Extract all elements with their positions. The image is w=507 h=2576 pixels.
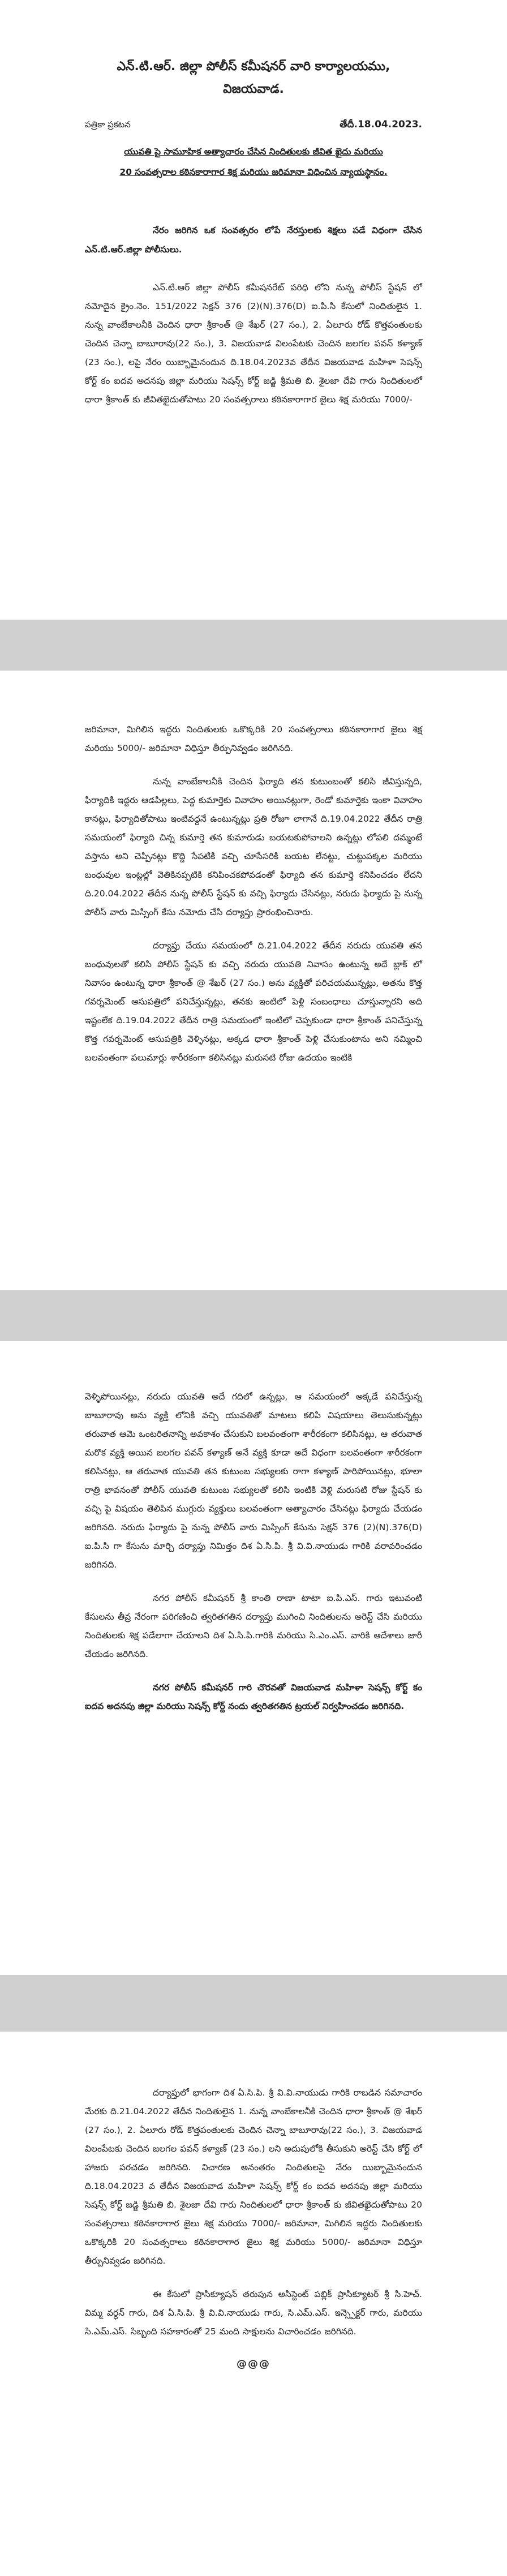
- headline-line-1: యువతి పై సామూహిక అత్యాచారం చేసిన నిందితులకు జీవిత ఖైదు మరియు: [124, 147, 383, 157]
- page-divider: [0, 620, 507, 671]
- document-page-2: [0, 671, 507, 1290]
- paragraph-commissioner-order: నగర పోలీస్ కమీషనర్ శ్రీ కాంతి రాణా టాటా ఐ.పి.ఎస్. గారు ఇటువంటి కేసులను తీవ్ర నేరంగా పరిగణించి త్వరితగతిన దర్యాప్తు ముగించి నిందితులను అరెస్ట్ చేసి మరియు నిందితులకు శిక్ష పడేలాగా చేయాలని దిశ ఏ.సి.పి.గారికి మరియు సి.ఎం.ఎస్. వారికి ఆదేశాలు జారీ చేయడం జరిగినది.: [85, 1593, 422, 1659]
- paragraph-fast-trial: నగర పోలీస్ కమీషనర్ గారి చొరవతో విజయవాడ మహిళా సెషన్స్ కోర్ట్ కం ఐదవ అదనపు జిల్లా మరియు సెషన్స్ కోర్ట్ నందు త్వరితగతిన ట్రయల్ నిర్వహించడం జరిగినది.: [85, 1682, 422, 1711]
- office-city: విజయవాడ.: [223, 82, 284, 96]
- paragraph-case-summary: ఎన్.టి.ఆర్ జిల్లా పోలీస్ కమీషనరేట్ పరిధి లోని నున్న పోలీస్ స్టేషన్ లో నమోదైన క్రైం.నెం. 151/2022 సెక్షన్ 376 (2)(N).376(D) ఐ.పి.సి కేసులో నిందితులైన 1. నున్న వాంబేకాలనీకి చెందిన ధారా శ్రీకాంత్ @ శేఖర్ (27 సం.), 2. ఏలూరు రోడ్ కొత్తపంతులకు చెందిన చెన్నా బాబూరావు(22 సం.), 3. విజయవాడ విలంపేటకు చెందిన జలగల పవన్ కళ్యాణ్ (23 సం.), లపై నేరం యిబ్బామైనందున ది.18.04.2023వ తేదీన విజయవాడ మహిళా సెషన్స్ కోర్ట్ కం ఐదవ అదనపు జిల్లా మరియు సెషన్స్ కోర్ట్ జడ్జి శ్రీమతి బి. శైలజా దేవి గారు నిందితులలో ధారా శ్రీకాంత్ కు జీవితఖైదుతోపాటు 20 సంవత్సరాలు కఠినకారాగార జైలు శిక్ష మరియు 7000/-: [85, 282, 422, 405]
- paragraph-arrest-verdict: దర్యాప్తులో భాగంగా దిశ ఏ.సి.పి. శ్రీ వి.వి.నాయుడు గారికి రాబడిన సమాచారం మేరకు ది.21.04.2022 తేదీన నిందితులైన 1. నున్న వాంబేకాలనీకి చెందిన ధారా శ్రీకాంత్ @ శేఖర్ (27 సం.), 2. ఏలూరు రోడ్ కొత్తపంతులకు చెందిన చెన్నా బాబూరావు(22 సం.), 3. విజయవాడ విలంపేటకు చెందిన జలగల పవన్ కళ్యాణ్ (23 సం.) లని అదుపులోకి తీసుకుని అరెస్ట్ చేసి కోర్ట్ లో హాజరు పరచడం జరిగినది. విచారణ అనంతరం నిందితులపై నేరం యిబ్బామైనందున ది.18.04.2023 వ తేదీన విజయవాడ మహిళా సెషన్స్ కోర్ట్ కం ఐదవ అదనపు జిల్లా మరియు సెషన్స్ కోర్ట్ జడ్జి శ్రీమతి బి. శైలజా దేవి గారు నిందితులలో ధారా శ్రీకాంత్ కు జీవితఖైదుతోపాటు 20 సంవత్సరాలు కఠినకారాగార జైలు శిక్ష మరియు 7000/- జరిమానా, మిగిలిన ఇద్దరు నిందితులకు ఒకొక్కరికి 20 సంవత్సరాలు కఠినకారాగార జైలు శిక్ష మరియు 5000/- జరిమానా విధిస్తూ తీర్పునివ్వడం జరిగినది.: [85, 2088, 422, 2266]
- page-divider: [0, 1290, 507, 1341]
- paragraph-complaint: నున్న వాంబేకాలనీకి చెందిన ఫిర్యాది తన కుటుంబంతో కలిసి జీవిస్తున్నది, ఫిర్యాదికి ఇద్దరు ఆడపిల్లలు, పెద్ద కుమార్తెకు వివాహం అయినట్లుగా, రెండో కుమార్తెకు ఇంకా వివాహం కానట్లు, ఫిర్యాదితోపాటు ఇంటివద్దనే ఉంటున్నట్లు ప్రతి రోజూ లాగానే ది.19.04.2022 తేదీన రాత్రి సమయంలో ఫిర్యాది చిన్న కుమార్తె తన కుమారుడు బయటకుపోవాలని ఉన్నట్లు లోపలి దమ్మంటే వస్తాను అని చెప్పినట్లు కొద్ది సేపటికి వచ్చి చూసేసరికి బయట లేనట్టు, చుట్టుపక్కల మరియు బంధువుల ఇంట్లల్లో వెతికినప్పటికి కనిపించకపోవడంతో ఫిర్యాది తన కుమార్తె కనిపించడం లేదని ది.20.04.2022 తేదీన నున్న పోలీస్ స్టేషన్ కు వచ్చి ఫిర్యాదు చేసినట్లు, నరుదు ఫిర్యాదు పై నున్న పోలీస్ వారు మిస్సింగ్ కేసు నమోదు చేసి దర్యాప్తు ప్రారంభించినారు.: [85, 776, 422, 917]
- subheading: నేరం జరిగిన ఒక సంవత్సరం లోపే నేరస్తులకు శిక్షలు పడే విధంగా చేసిన ఎన్.టి.ఆర్.జిల్లా పోలీసులు.: [85, 225, 422, 255]
- document-page-1: [0, 0, 507, 620]
- paragraph-investigation-continued: వెళ్ళిపోయినట్లు, నరుదు యువతి అదే గదిలో ఉన్నట్లు, ఆ సమయంలో అక్కడే పనిచేస్తున్న బాబూరావు అను వ్యక్తి లోనికి వచ్చి యువతితో మాటలు కలిపి విషయాలు తెలుసుకున్నట్లు తరువాత ఆమె ఒంటరితనాన్ని అవకాశం చేసుకుని బలవంతంగా శారీరకంగా కలిసినట్లు, ఆ తరువాత మరొక వ్యక్తి అయిన జలగల పవన్ కళ్యాణ్ అనే వ్యక్తి కూడా అదే విధంగా బలవంతంగా శారీరకంగా కలిసినట్లు, ఆ తరువాత యువతి తన కుటుంబ సభ్యులకు రాగా కళ్యాణ్ పారిపోయినట్లు, భూలా రాత్రి భావనంతో పోలీస్ యువతి కుటుంబ సభ్యులతో కలిసి ఇంటికి వెళ్లి మరుసటి రోజు స్టేషన్ కు వచ్చి పై విషయం తెలిపిన ముగ్గురు వ్యక్తులు బలవంతంగా అత్యాచారం చేసినట్లు ఫిర్యాదు చేయడం జరిగినది. నరుదు ఫిర్యాదు పై నున్న పోలీస్ వారు మిస్సింగ్ కేసును సెక్షన్ 376 (2)(N).376(D) ఐ.పి.సి గా కేసును మార్చి దర్యాప్తు నిమిత్తం దిశ ఏ.సి.పి. శ్రీ వి.వి.నాయుడు గారికి వరావరించడం జరిగినది.: [85, 1392, 422, 1570]
- office-title: ఎన్.టి.ఆర్. జిల్లా పోలీస్ కమీషనర్ వారి కార్యాలయము,: [117, 59, 390, 74]
- release-date: తేదీ.18.04.2023.: [340, 119, 422, 130]
- end-mark: @@@: [237, 2358, 270, 2370]
- document-page-4: [0, 2032, 507, 2576]
- meta-row: [85, 119, 422, 132]
- release-label: పత్రికా ప్రకటన: [85, 119, 131, 130]
- paragraph-sentence-continued: జరిమానా, మిగిలిన ఇద్దరు నిందితులకు ఒకొక్కరికి 20 సంవత్సరాలు కఠినకారాగార జైలు శిక్ష మరియు 5000/- జరిమానా విధిస్తూ తీర్పునివ్వడం జరిగినది.: [85, 724, 422, 753]
- headline-line-2: 20 సంవత్సరాల కఠినకారాగార శిక్ష మరియు జరిమానా విధించిన న్యాయస్థానం.: [119, 167, 388, 177]
- page-divider: [0, 1975, 507, 2032]
- document-page-3: [0, 1341, 507, 1975]
- paragraph-investigation: దర్యాప్తు చేయు సమయంలో ది.21.04.2022 తేదీన నరుదు యువతి తన బంధువులతో కలిసి పోలీస్ స్టేషన్ కు వచ్చి నరుదు యువతి నివాసం ఉంటున్న అదే బ్లాక్ లో నివాసం ఉంటున్న ధారా శ్రీకాంత్ @ శేఖర్ (27 సం.) అను వ్యక్తితో పరిచయమున్నట్లు, అతను కొత్త గవర్నమెంట్ ఆసుపత్రిలో పనిచేస్తున్నట్లు, తనకు ఇంటిలో పెళ్లి సంబంధాలు చూస్తున్నారని అది ఇష్టంలేక ది.19.04.2022 తేదీన రాత్రి సమయంలో ఇంటిలో చెప్పకుండా ధారా శ్రీకాంత్ పనిచేస్తున్న కొత్త గవర్నమెంట్ ఆసుపత్రికి వెళ్ళినట్లు, అక్కడ ధారా శ్రీకాంత్ పెళ్లి చేసుకుంటాను అని నమ్మించి బలవంతంగా పలుమార్లు శారీరకంగా కలిసినట్లు మరుసటి రోజు ఉదయం ఇంటికి: [85, 941, 422, 1063]
- paragraph-prosecution: ఈ కేసులో ప్రాసిక్యూషన్ తరుపున అసిస్టెంట్ పబ్లిక్ ప్రాసిక్యూటర్ శ్రీ సి.హెచ్. విమ్మ వర్ధన్ గారు, దిశ ఏ.సి.పి. శ్రీ వి.వి.నాయుడు గారు, సి.ఎమ్.ఎస్. ఇన్స్పెక్టర్ గారు, మరియు సి.ఎమ్.ఎస్. సిబ్బంది సహకారంతో 25 మంది సాక్షులను విచారించడం జరిగినది.: [85, 2289, 422, 2337]
